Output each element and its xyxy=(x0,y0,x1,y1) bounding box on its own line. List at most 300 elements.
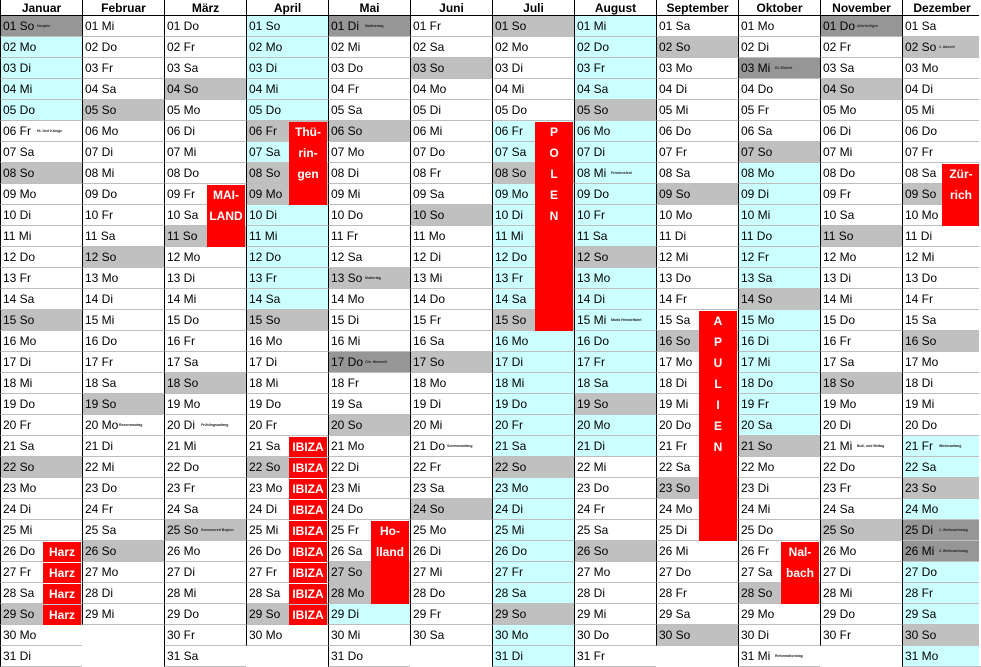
day-cell[interactable] xyxy=(164,352,246,373)
day-cell[interactable] xyxy=(0,457,82,478)
day-cell[interactable] xyxy=(82,79,164,100)
day-cell[interactable] xyxy=(902,37,981,58)
day-cell[interactable] xyxy=(820,163,902,184)
day-cell[interactable] xyxy=(82,604,164,625)
day-cell[interactable] xyxy=(0,226,82,247)
day-cell[interactable] xyxy=(328,16,410,37)
day-cell[interactable] xyxy=(410,247,492,268)
day-cell[interactable] xyxy=(656,562,738,583)
day-cell[interactable] xyxy=(574,226,656,247)
day-cell[interactable] xyxy=(0,394,82,415)
trip-event-block[interactable] xyxy=(289,605,327,625)
day-cell[interactable] xyxy=(902,520,981,541)
day-cell[interactable] xyxy=(656,100,738,121)
day-cell[interactable] xyxy=(902,331,981,352)
day-cell[interactable] xyxy=(492,58,574,79)
day-cell[interactable] xyxy=(410,205,492,226)
day-cell[interactable] xyxy=(0,499,82,520)
day-cell[interactable] xyxy=(902,100,981,121)
day-cell[interactable] xyxy=(738,478,820,499)
day-cell[interactable] xyxy=(820,142,902,163)
day-cell[interactable] xyxy=(164,163,246,184)
day-cell[interactable] xyxy=(164,79,246,100)
day-cell[interactable] xyxy=(574,331,656,352)
day-cell[interactable] xyxy=(820,100,902,121)
day-cell[interactable] xyxy=(410,58,492,79)
day-cell[interactable] xyxy=(328,499,410,520)
day-cell[interactable] xyxy=(738,247,820,268)
day-cell[interactable] xyxy=(738,373,820,394)
day-cell[interactable] xyxy=(820,184,902,205)
day-cell[interactable] xyxy=(246,205,328,226)
day-cell[interactable] xyxy=(328,373,410,394)
day-cell[interactable] xyxy=(328,310,410,331)
day-cell[interactable] xyxy=(82,16,164,37)
day-cell[interactable] xyxy=(574,79,656,100)
trip-event-block[interactable] xyxy=(207,185,245,247)
day-cell[interactable] xyxy=(738,79,820,100)
day-cell[interactable] xyxy=(164,478,246,499)
day-cell[interactable] xyxy=(164,520,246,541)
day-cell[interactable] xyxy=(820,289,902,310)
day-cell[interactable] xyxy=(820,205,902,226)
day-cell[interactable] xyxy=(574,352,656,373)
day-cell[interactable] xyxy=(0,478,82,499)
day-cell[interactable] xyxy=(0,520,82,541)
day-cell[interactable] xyxy=(656,142,738,163)
day-cell[interactable] xyxy=(0,436,82,457)
trip-event-block[interactable] xyxy=(781,542,819,604)
day-cell[interactable] xyxy=(492,583,574,604)
day-cell[interactable] xyxy=(902,58,981,79)
day-cell[interactable] xyxy=(164,394,246,415)
day-cell[interactable] xyxy=(492,520,574,541)
day-cell[interactable] xyxy=(164,58,246,79)
day-cell[interactable] xyxy=(328,415,410,436)
day-cell[interactable] xyxy=(164,604,246,625)
day-cell[interactable] xyxy=(492,499,574,520)
day-cell[interactable] xyxy=(246,394,328,415)
day-cell[interactable] xyxy=(820,583,902,604)
day-cell[interactable] xyxy=(902,289,981,310)
day-cell[interactable] xyxy=(902,646,981,667)
day-cell[interactable] xyxy=(82,562,164,583)
day-cell[interactable] xyxy=(246,310,328,331)
day-cell[interactable] xyxy=(902,247,981,268)
day-cell[interactable] xyxy=(0,184,82,205)
day-cell[interactable] xyxy=(0,100,82,121)
day-cell[interactable] xyxy=(82,184,164,205)
day-cell[interactable] xyxy=(820,121,902,142)
day-cell[interactable] xyxy=(492,604,574,625)
day-cell[interactable] xyxy=(656,37,738,58)
day-cell[interactable] xyxy=(902,583,981,604)
day-cell[interactable] xyxy=(328,436,410,457)
day-cell[interactable] xyxy=(82,289,164,310)
day-cell[interactable] xyxy=(492,373,574,394)
day-cell[interactable] xyxy=(738,625,820,646)
day-cell[interactable] xyxy=(328,79,410,100)
day-cell[interactable] xyxy=(410,583,492,604)
day-cell[interactable] xyxy=(574,121,656,142)
day-cell[interactable] xyxy=(738,499,820,520)
day-cell[interactable] xyxy=(410,562,492,583)
day-cell[interactable] xyxy=(164,37,246,58)
day-cell[interactable] xyxy=(574,58,656,79)
day-cell[interactable] xyxy=(410,163,492,184)
day-cell[interactable] xyxy=(820,37,902,58)
day-cell[interactable] xyxy=(656,79,738,100)
day-cell[interactable] xyxy=(164,625,246,646)
day-cell[interactable] xyxy=(82,247,164,268)
day-cell[interactable] xyxy=(902,604,981,625)
day-cell[interactable] xyxy=(574,247,656,268)
day-cell[interactable] xyxy=(410,331,492,352)
day-cell[interactable] xyxy=(820,478,902,499)
day-cell[interactable] xyxy=(164,373,246,394)
day-cell[interactable] xyxy=(410,16,492,37)
day-cell[interactable] xyxy=(574,646,656,667)
day-cell[interactable] xyxy=(738,268,820,289)
day-cell[interactable] xyxy=(492,478,574,499)
day-cell[interactable] xyxy=(328,289,410,310)
day-cell[interactable] xyxy=(656,16,738,37)
day-cell[interactable] xyxy=(82,352,164,373)
day-cell[interactable] xyxy=(410,541,492,562)
day-cell[interactable] xyxy=(164,268,246,289)
day-cell[interactable] xyxy=(410,121,492,142)
trip-event-block[interactable] xyxy=(699,311,737,541)
day-cell[interactable] xyxy=(738,394,820,415)
day-cell[interactable] xyxy=(164,562,246,583)
day-cell[interactable] xyxy=(656,247,738,268)
day-cell[interactable] xyxy=(574,520,656,541)
day-cell[interactable] xyxy=(0,289,82,310)
day-cell[interactable] xyxy=(328,352,410,373)
day-cell[interactable] xyxy=(164,541,246,562)
day-cell[interactable] xyxy=(820,331,902,352)
day-cell[interactable] xyxy=(410,457,492,478)
day-cell[interactable] xyxy=(328,205,410,226)
day-cell[interactable] xyxy=(902,625,981,646)
day-cell[interactable] xyxy=(738,163,820,184)
day-cell[interactable] xyxy=(82,58,164,79)
day-cell[interactable] xyxy=(410,79,492,100)
day-cell[interactable] xyxy=(328,625,410,646)
day-cell[interactable] xyxy=(246,289,328,310)
day-cell[interactable] xyxy=(328,58,410,79)
day-cell[interactable] xyxy=(0,625,82,646)
trip-event-block[interactable] xyxy=(43,584,81,604)
day-cell[interactable] xyxy=(328,457,410,478)
day-cell[interactable] xyxy=(820,457,902,478)
day-cell[interactable] xyxy=(574,478,656,499)
day-cell[interactable] xyxy=(902,79,981,100)
day-cell[interactable] xyxy=(656,604,738,625)
day-cell[interactable] xyxy=(820,58,902,79)
day-cell[interactable] xyxy=(410,394,492,415)
day-cell[interactable] xyxy=(656,268,738,289)
trip-event-block[interactable] xyxy=(43,542,81,562)
day-cell[interactable] xyxy=(246,226,328,247)
day-cell[interactable] xyxy=(410,289,492,310)
day-cell[interactable] xyxy=(738,100,820,121)
day-cell[interactable] xyxy=(820,415,902,436)
day-cell[interactable] xyxy=(492,394,574,415)
day-cell[interactable] xyxy=(246,625,328,646)
day-cell[interactable] xyxy=(82,121,164,142)
trip-event-block[interactable] xyxy=(535,122,573,331)
day-cell[interactable] xyxy=(246,415,328,436)
day-cell[interactable] xyxy=(328,163,410,184)
day-cell[interactable] xyxy=(738,205,820,226)
day-cell[interactable] xyxy=(164,499,246,520)
day-cell[interactable] xyxy=(574,310,656,331)
day-cell[interactable] xyxy=(902,394,981,415)
day-cell[interactable] xyxy=(82,415,164,436)
day-cell[interactable] xyxy=(738,520,820,541)
day-cell[interactable] xyxy=(328,226,410,247)
day-cell[interactable] xyxy=(738,436,820,457)
day-cell[interactable] xyxy=(0,268,82,289)
day-cell[interactable] xyxy=(0,331,82,352)
day-cell[interactable] xyxy=(656,58,738,79)
day-cell[interactable] xyxy=(164,415,246,436)
day-cell[interactable] xyxy=(574,100,656,121)
day-cell[interactable] xyxy=(492,541,574,562)
day-cell[interactable] xyxy=(82,520,164,541)
day-cell[interactable] xyxy=(820,499,902,520)
day-cell[interactable] xyxy=(820,373,902,394)
day-cell[interactable] xyxy=(328,331,410,352)
day-cell[interactable] xyxy=(574,604,656,625)
day-cell[interactable] xyxy=(82,499,164,520)
trip-event-block[interactable] xyxy=(942,164,980,226)
day-cell[interactable] xyxy=(574,415,656,436)
trip-event-block[interactable] xyxy=(289,584,327,604)
day-cell[interactable] xyxy=(574,268,656,289)
day-cell[interactable] xyxy=(0,121,82,142)
day-cell[interactable] xyxy=(246,37,328,58)
day-cell[interactable] xyxy=(0,79,82,100)
day-cell[interactable] xyxy=(656,583,738,604)
day-cell[interactable] xyxy=(656,121,738,142)
day-cell[interactable] xyxy=(902,16,981,37)
day-cell[interactable] xyxy=(328,247,410,268)
day-cell[interactable] xyxy=(492,562,574,583)
day-cell[interactable] xyxy=(820,625,902,646)
day-cell[interactable] xyxy=(410,499,492,520)
day-cell[interactable] xyxy=(738,184,820,205)
day-cell[interactable] xyxy=(0,352,82,373)
trip-event-block[interactable] xyxy=(43,563,81,583)
day-cell[interactable] xyxy=(0,37,82,58)
day-cell[interactable] xyxy=(574,499,656,520)
day-cell[interactable] xyxy=(902,541,981,562)
day-cell[interactable] xyxy=(574,16,656,37)
day-cell[interactable] xyxy=(246,352,328,373)
day-cell[interactable] xyxy=(492,436,574,457)
day-cell[interactable] xyxy=(738,310,820,331)
day-cell[interactable] xyxy=(492,352,574,373)
day-cell[interactable] xyxy=(164,289,246,310)
day-cell[interactable] xyxy=(574,142,656,163)
day-cell[interactable] xyxy=(738,121,820,142)
day-cell[interactable] xyxy=(0,646,82,667)
day-cell[interactable] xyxy=(656,625,738,646)
day-cell[interactable] xyxy=(82,436,164,457)
day-cell[interactable] xyxy=(656,205,738,226)
day-cell[interactable] xyxy=(820,604,902,625)
day-cell[interactable] xyxy=(410,415,492,436)
day-cell[interactable] xyxy=(0,310,82,331)
day-cell[interactable] xyxy=(82,142,164,163)
day-cell[interactable] xyxy=(0,373,82,394)
day-cell[interactable] xyxy=(656,184,738,205)
day-cell[interactable] xyxy=(656,163,738,184)
day-cell[interactable] xyxy=(82,226,164,247)
day-cell[interactable] xyxy=(410,226,492,247)
day-cell[interactable] xyxy=(328,100,410,121)
day-cell[interactable] xyxy=(0,247,82,268)
day-cell[interactable] xyxy=(820,16,902,37)
day-cell[interactable] xyxy=(738,604,820,625)
day-cell[interactable] xyxy=(246,268,328,289)
day-cell[interactable] xyxy=(82,163,164,184)
day-cell[interactable] xyxy=(328,142,410,163)
day-cell[interactable] xyxy=(246,373,328,394)
day-cell[interactable] xyxy=(902,478,981,499)
day-cell[interactable] xyxy=(328,646,410,667)
day-cell[interactable] xyxy=(164,583,246,604)
day-cell[interactable] xyxy=(0,58,82,79)
day-cell[interactable] xyxy=(82,37,164,58)
day-cell[interactable] xyxy=(902,415,981,436)
day-cell[interactable] xyxy=(246,16,328,37)
day-cell[interactable] xyxy=(738,457,820,478)
day-cell[interactable] xyxy=(902,226,981,247)
day-cell[interactable] xyxy=(738,37,820,58)
day-cell[interactable] xyxy=(738,58,820,79)
day-cell[interactable] xyxy=(574,37,656,58)
day-cell[interactable] xyxy=(738,646,820,667)
day-cell[interactable] xyxy=(328,121,410,142)
day-cell[interactable] xyxy=(164,121,246,142)
day-cell[interactable] xyxy=(820,226,902,247)
day-cell[interactable] xyxy=(738,352,820,373)
day-cell[interactable] xyxy=(164,16,246,37)
day-cell[interactable] xyxy=(410,436,492,457)
day-cell[interactable] xyxy=(0,16,82,37)
day-cell[interactable] xyxy=(164,331,246,352)
day-cell[interactable] xyxy=(82,268,164,289)
day-cell[interactable] xyxy=(902,142,981,163)
day-cell[interactable] xyxy=(738,289,820,310)
day-cell[interactable] xyxy=(0,142,82,163)
trip-event-block[interactable] xyxy=(289,542,327,562)
day-cell[interactable] xyxy=(410,37,492,58)
day-cell[interactable] xyxy=(0,205,82,226)
day-cell[interactable] xyxy=(656,226,738,247)
day-cell[interactable] xyxy=(82,100,164,121)
day-cell[interactable] xyxy=(164,100,246,121)
day-cell[interactable] xyxy=(738,226,820,247)
day-cell[interactable] xyxy=(738,331,820,352)
day-cell[interactable] xyxy=(820,562,902,583)
day-cell[interactable] xyxy=(492,457,574,478)
day-cell[interactable] xyxy=(820,541,902,562)
day-cell[interactable] xyxy=(410,520,492,541)
day-cell[interactable] xyxy=(82,394,164,415)
day-cell[interactable] xyxy=(574,457,656,478)
day-cell[interactable] xyxy=(902,562,981,583)
day-cell[interactable] xyxy=(246,331,328,352)
day-cell[interactable] xyxy=(492,415,574,436)
day-cell[interactable] xyxy=(328,604,410,625)
day-cell[interactable] xyxy=(492,16,574,37)
day-cell[interactable] xyxy=(574,436,656,457)
day-cell[interactable] xyxy=(246,247,328,268)
day-cell[interactable] xyxy=(82,310,164,331)
day-cell[interactable] xyxy=(820,268,902,289)
day-cell[interactable] xyxy=(574,373,656,394)
day-cell[interactable] xyxy=(820,520,902,541)
day-cell[interactable] xyxy=(902,436,981,457)
trip-event-block[interactable] xyxy=(289,563,327,583)
day-cell[interactable] xyxy=(0,415,82,436)
day-cell[interactable] xyxy=(164,646,246,667)
day-cell[interactable] xyxy=(410,352,492,373)
day-cell[interactable] xyxy=(82,373,164,394)
day-cell[interactable] xyxy=(902,352,981,373)
day-cell[interactable] xyxy=(328,184,410,205)
day-cell[interactable] xyxy=(410,142,492,163)
day-cell[interactable] xyxy=(410,373,492,394)
day-cell[interactable] xyxy=(410,625,492,646)
trip-event-block[interactable] xyxy=(289,122,327,205)
day-cell[interactable] xyxy=(902,310,981,331)
day-cell[interactable] xyxy=(820,436,902,457)
day-cell[interactable] xyxy=(410,184,492,205)
day-cell[interactable] xyxy=(574,163,656,184)
day-cell[interactable] xyxy=(656,289,738,310)
day-cell[interactable] xyxy=(820,394,902,415)
day-cell[interactable] xyxy=(164,436,246,457)
day-cell[interactable] xyxy=(574,583,656,604)
day-cell[interactable] xyxy=(164,310,246,331)
day-cell[interactable] xyxy=(410,478,492,499)
trip-event-block[interactable] xyxy=(289,521,327,541)
day-cell[interactable] xyxy=(574,184,656,205)
day-cell[interactable] xyxy=(820,247,902,268)
day-cell[interactable] xyxy=(574,625,656,646)
day-cell[interactable] xyxy=(328,394,410,415)
day-cell[interactable] xyxy=(492,625,574,646)
day-cell[interactable] xyxy=(82,457,164,478)
day-cell[interactable] xyxy=(574,205,656,226)
day-cell[interactable] xyxy=(574,562,656,583)
trip-event-block[interactable] xyxy=(289,437,327,457)
day-cell[interactable] xyxy=(574,289,656,310)
day-cell[interactable] xyxy=(82,331,164,352)
day-cell[interactable] xyxy=(902,121,981,142)
trip-event-block[interactable] xyxy=(289,500,327,520)
day-cell[interactable] xyxy=(738,142,820,163)
day-cell[interactable] xyxy=(410,100,492,121)
trip-event-block[interactable] xyxy=(43,605,81,625)
day-cell[interactable] xyxy=(164,142,246,163)
day-cell[interactable] xyxy=(492,331,574,352)
